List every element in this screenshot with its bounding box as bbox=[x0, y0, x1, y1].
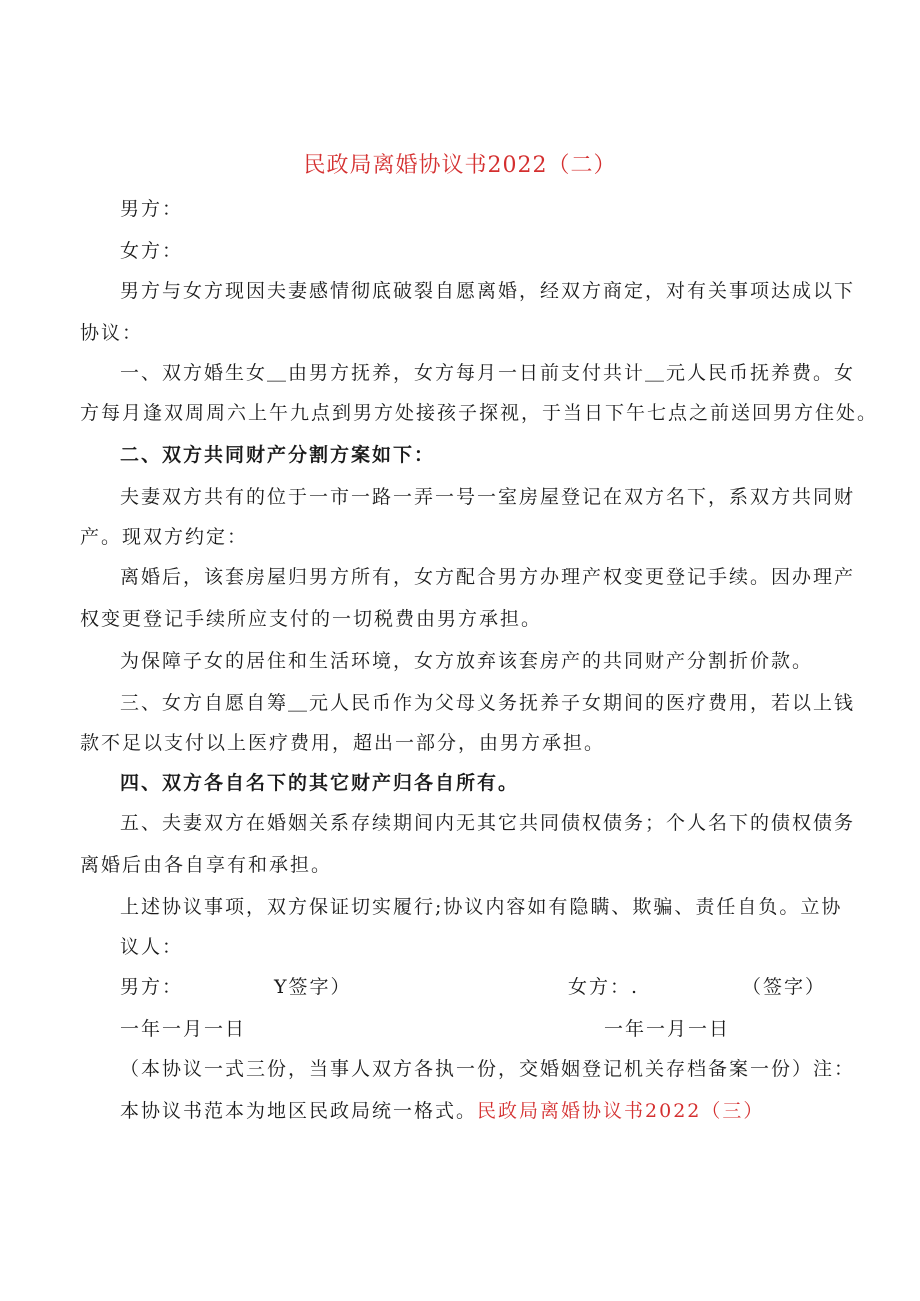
clause-2-line-1: 夫妻双方共有的位于一市一路一弄一号一室房屋登记在双方名下，系双方共同财 bbox=[120, 486, 856, 508]
clause-3-line-2: 款不足以支付以上医疗费用，超出一部分，由男方承担。 bbox=[80, 732, 606, 754]
signature-male-sign: Y签字） bbox=[274, 976, 352, 998]
clause-5-line-2: 离婚后由各自享有和承担。 bbox=[80, 854, 333, 876]
signature-male-label: 男方： bbox=[120, 976, 184, 998]
closing-line-1: 上述协议事项，双方保证切实履行;协议内容如有隐瞒、欺骗、责任自负。立协 bbox=[120, 896, 843, 918]
clause-2-line-3: 离婚后，该套房屋归男方所有，女方配合男方办理产权变更登记手续。因办理产 bbox=[120, 566, 856, 588]
clause-2-line-5: 为保障子女的居住和生活环境，女方放弃该套房产的共同财产分割折价款。 bbox=[120, 650, 814, 672]
intro-line-1: 男方与女方现因夫妻感情彻底破裂自愿离婚，经双方商定，对有关事项达成以下 bbox=[120, 280, 856, 302]
note-line-2-text: 本协议书范本为地区民政局统一格式。 bbox=[120, 1100, 478, 1122]
closing-line-2: 议人： bbox=[120, 936, 184, 958]
clause-2-heading: 二、双方共同财产分割方案如下： bbox=[120, 444, 436, 466]
signature-female-sign: （签字） bbox=[742, 976, 827, 998]
clause-2-line-2: 产。现双方约定： bbox=[80, 526, 249, 548]
document-title: 民政局离婚协议书2022（二） bbox=[303, 153, 617, 178]
note-line-1: （本协议一式三份，当事人双方各执一份，交婚姻登记机关存档备案一份）注： bbox=[120, 1058, 856, 1080]
date-left: 一年一月一日 bbox=[120, 1018, 247, 1040]
clause-1-line-2: 方每月逢双周周六上午九点到男方处接孩子探视，于当日下午七点之前送回男方住处。 bbox=[80, 402, 879, 424]
clause-1-line-1: 一、双方婚生女＿由男方抚养，女方每月一日前支付共计＿元人民币抚养费。女 bbox=[120, 362, 856, 384]
clause-2-line-4: 权变更登记手续所应支付的一切税费由男方承担。 bbox=[80, 608, 543, 630]
note-line-2 bbox=[120, 1096, 764, 1123]
clause-4: 四、双方各自名下的其它财产归各自所有。 bbox=[120, 772, 520, 794]
clause-3-line-1: 三、女方自愿自筹＿元人民币作为父母义务抚养子女期间的医疗费用，若以上钱 bbox=[120, 692, 856, 714]
intro-line-2: 协议： bbox=[80, 322, 144, 344]
male-party-label: 男方： bbox=[120, 198, 184, 220]
clause-5-line-1: 五、夫妻双方在婚姻关系存续期间内无其它共同债权债务；个人名下的债权债务 bbox=[120, 812, 856, 834]
signature-female-label: 女方：. bbox=[568, 976, 640, 998]
date-right: 一年一月一日 bbox=[604, 1018, 731, 1040]
next-document-link[interactable]: 民政局离婚协议书2022（三） bbox=[477, 1100, 765, 1122]
female-party-label: 女方： bbox=[120, 240, 184, 262]
